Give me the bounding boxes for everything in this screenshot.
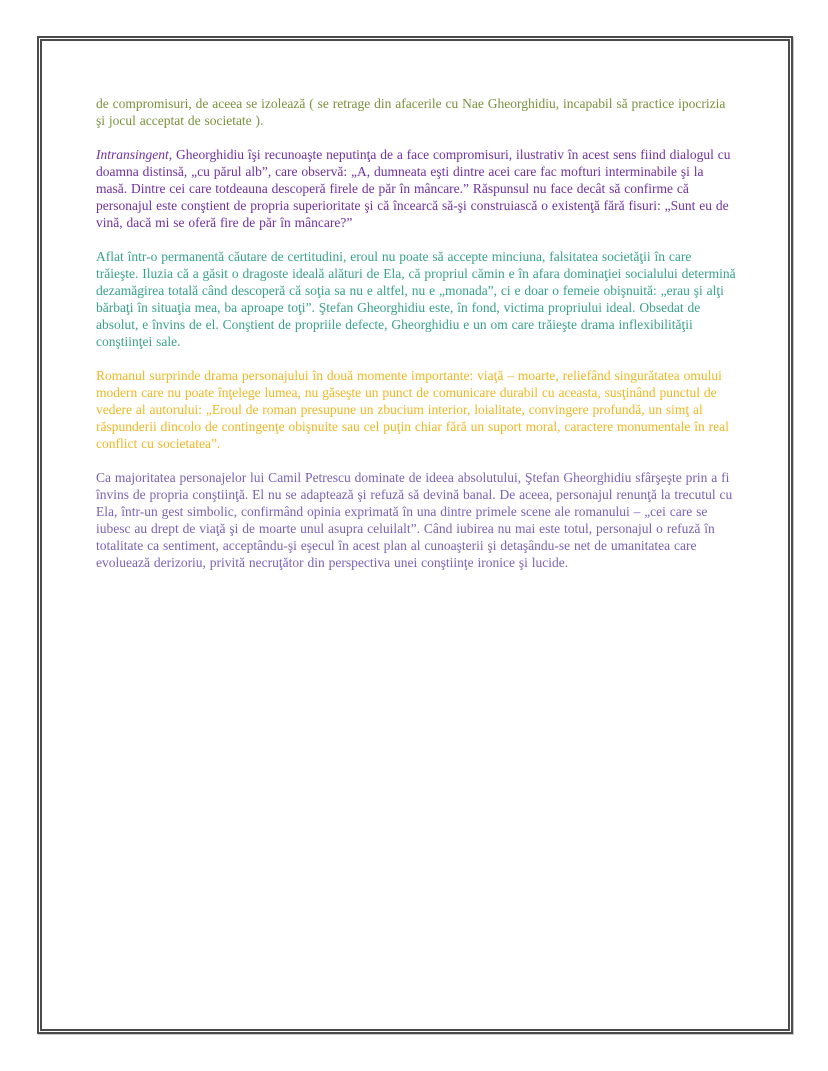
paragraph-intransingent: Intransingent, Gheorghidiu îşi recunoaşte neputinţa de a face compromisuri, ilustrativ în acest sens fiind dialogul cu doamna distinsă, „cu părul alb”, care observă: „A, dumneata eşti dintre acei care fac mofturi interminabile şi la masă. Dintre cei care totdeauna descoperă firele de păr în mâncare.” Răspunsul nu face decât să confirme că personajul este conştient de propria superioritate şi că încearcă să-şi construiască o existenţă fără fisuri: „Sunt eu de vină, dacă mi se oferă fire de păr în mâncare?”	[96, 147, 731, 230]
paragraph-cautare-certitudini: Aflat într-o permanentă căutare de certitudini, eroul nu poate să accepte minciuna, falsitatea societăţii în care trăieşte. Iluzia că a găsit o dragoste ideală alături de Ela, că propriul cămin e în afara dominaţiei socialului determină dezamăgirea totală când descoperă că soţia sa nu e altfel, nu e „monada”, ci e doar o femeie obişnuită: „erau şi alţi bărbaţi în situaţia mea, ba aproape toţi”. Ştefan Gheorghidiu este, în fond, victima propriului ideal. Obsedat de absolut, e învins de el. Conştient de propriile defecte, Gheorghidiu e un om care trăieşte drama inflexibilităţii conştiinţei sale.	[96, 249, 736, 349]
paragraph-doua-momente: Romanul surprinde drama personajului în două momente importante: viaţă – moarte, reliefând singurătatea omului modern care nu poate înţelege lumea, nu găseşte un punct de comunicare durabil cu aceasta, susţinând punctul de vedere al autorului: „Eroul de roman presupune un zbucium interior, loialitate, convingere profundă, un simţ al răspunderii dincolo de contingenţe obişnuite sau cel puţin chiar fără un suport moral, caractere monumentale în real conflict cu societatea”.	[96, 368, 729, 451]
document-body	[42, 41, 788, 1029]
paragraph-compromisuri: de compromisuri, de aceea se izolează ( se retrage din afacerile cu Nae Gheorghidiu, incapabil să practice ipocrizia şi jocul acceptat de societate ).	[96, 96, 726, 128]
paragraph-invins-de-constiinta: Ca majoritatea personajelor lui Camil Petrescu dominate de ideea absolutului, Ştefan Gheorghidiu sfârşeşte prin a fi învins de propria conştiinţă. El nu se adaptează şi refuză să devină banal. De aceea, personajul renunţă la trecutul cu Ela, într-un gest simbolic, confirmând opinia exprimată în una dintre primele scene ale romanului – „cei care se iubesc au drept de viaţă şi de moarte unul asupra celuilalt”. Când iubirea nu mai este totul, personajul o refuză în totalitate ca sentiment, acceptându-şi eşecul în acest plan al cunoaşterii şi detaşându-se net de umanitatea care evoluează derizoriu, privită necruţător din perspectiva unei conştiinţe ironice şi lucide.	[96, 470, 733, 570]
italic-term: Intransingent	[96, 147, 169, 162]
page-border-frame	[37, 36, 793, 1034]
